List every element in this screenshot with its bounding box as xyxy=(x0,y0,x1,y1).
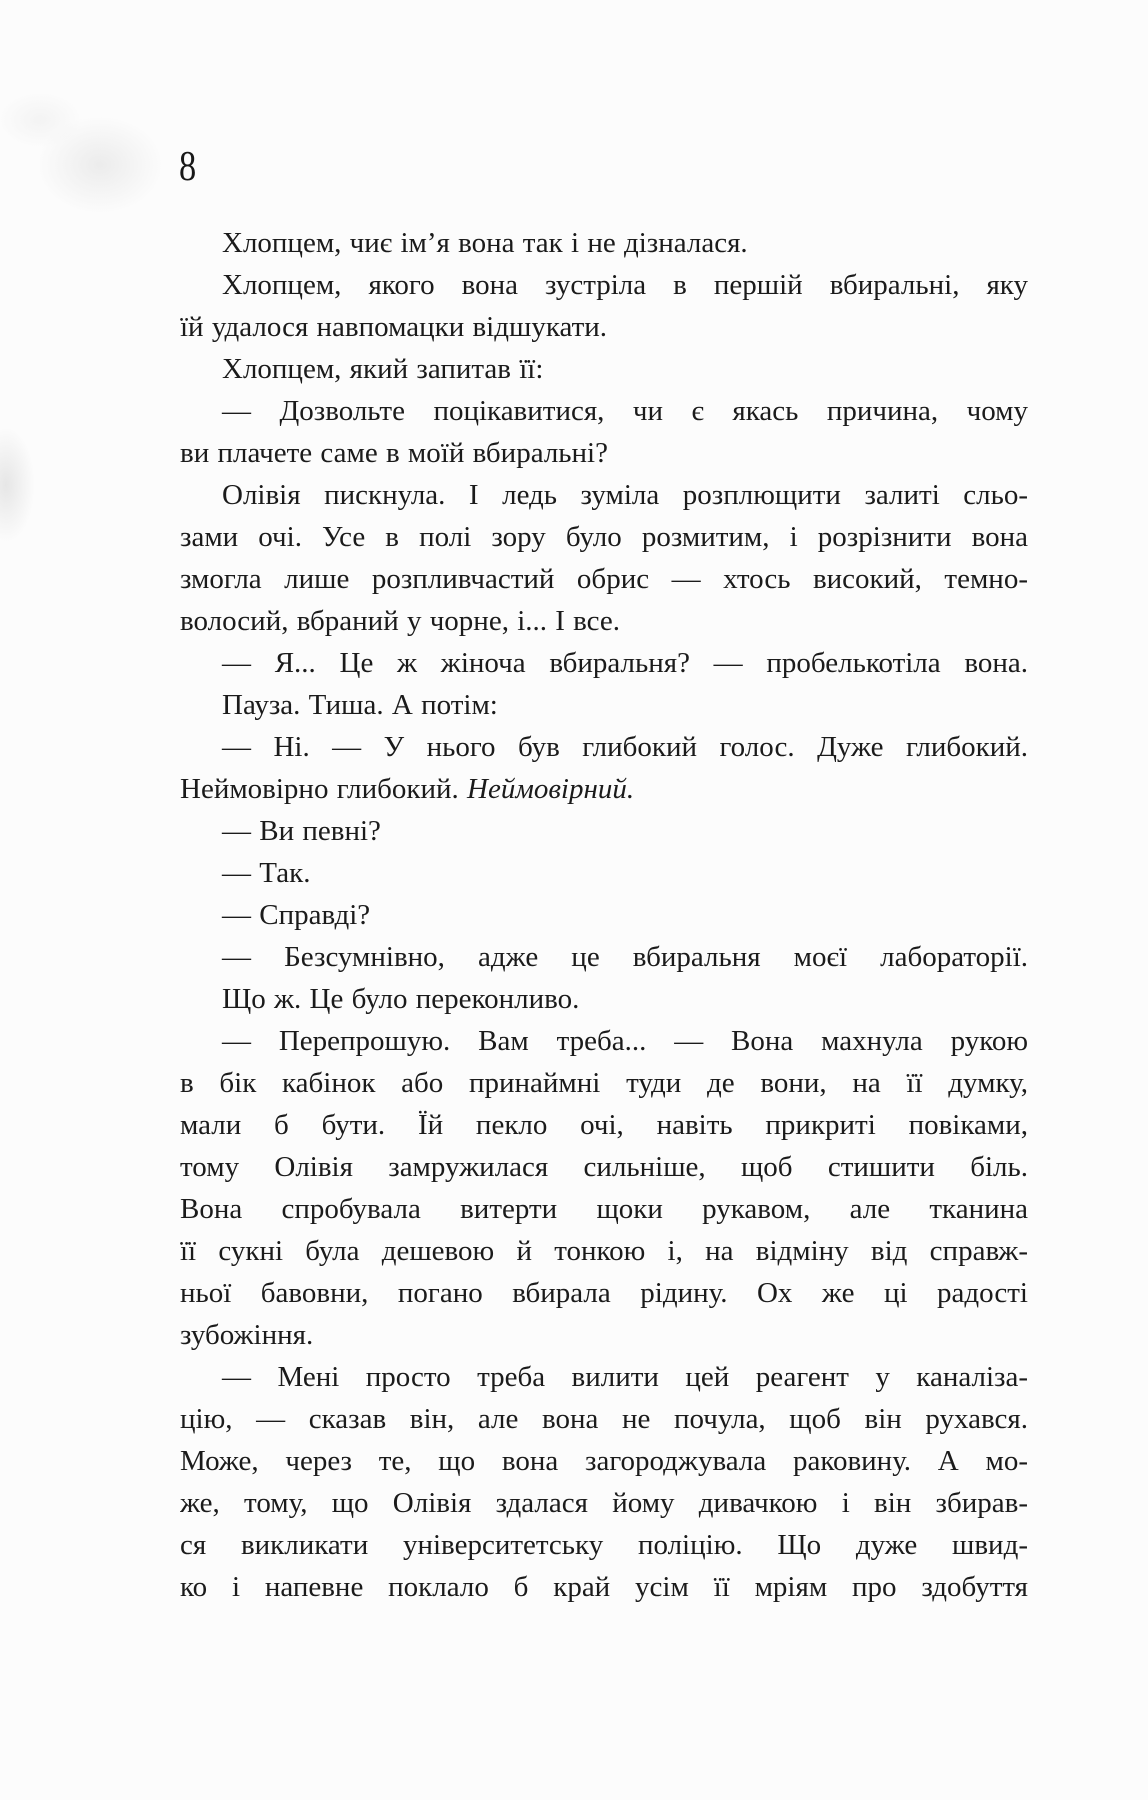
text-line-content: змогла лише розпливчастий обрис — хтось високий, темно- xyxy=(180,563,1028,595)
text-line xyxy=(180,264,1028,306)
text-line xyxy=(180,306,1028,348)
text-line xyxy=(180,684,1028,726)
text-line xyxy=(180,1482,1028,1524)
text-line-content: же, тому, що Олівія здалася йому дивачкою і він збирав- xyxy=(180,1487,1028,1519)
text-line xyxy=(180,600,1028,642)
text-line-content: — Ні. — У нього був глибокий голос. Дуже глибокий. xyxy=(222,731,1028,763)
text-line xyxy=(180,810,1028,852)
text-line xyxy=(180,474,1028,516)
text-line xyxy=(180,1230,1028,1272)
text-line-content: її сукні була дешевою й тонкою і, на відміну від справж- xyxy=(180,1235,1028,1267)
italic-text: Неймовірний. xyxy=(467,773,635,805)
text-line-content: ко і напевне поклало б край усім її мріям про здобуття xyxy=(180,1571,1028,1603)
text-line xyxy=(180,768,1028,810)
text-line-content: Вона спробувала витерти щоки рукавом, але тканина xyxy=(180,1193,1028,1225)
text-line xyxy=(180,1146,1028,1188)
text-line xyxy=(180,1188,1028,1230)
text-line xyxy=(180,558,1028,600)
text-line-content: — Перепрошую. Вам треба... — Вона махнула рукою xyxy=(222,1025,1028,1057)
text-line-content: Хлопцем, чиє ім’я вона так і не дізналася. xyxy=(222,227,748,259)
text-line-content: мали б бути. Їй пекло очі, навіть прикриті повіками, xyxy=(180,1109,1028,1141)
text-line xyxy=(180,1272,1028,1314)
text-line xyxy=(180,390,1028,432)
text-line xyxy=(180,1020,1028,1062)
text-line xyxy=(180,642,1028,684)
text-line-content: тому Олівія замружилася сильніше, щоб стишити біль. xyxy=(180,1151,1028,1183)
text-line-content: — Так. xyxy=(222,857,311,889)
text-line-content: Хлопцем, який запитав її: xyxy=(222,353,544,385)
text-line xyxy=(180,1440,1028,1482)
text-line-content: — Ви певні? xyxy=(222,815,381,847)
text-line xyxy=(180,726,1028,768)
text-line-content: — Дозвольте поцікавитися, чи є якась причина, чому xyxy=(222,395,1028,427)
text-line xyxy=(180,1062,1028,1104)
text-line-content: Може, через те, що вона загороджувала раковину. А мо- xyxy=(180,1445,1028,1477)
text-line-content: Хлопцем, якого вона зустріла в першій вбиральні, яку xyxy=(222,269,1028,301)
text-line-content: зами очі. Усе в полі зору було розмитим, і розрізнити вона xyxy=(180,521,1028,553)
text-line xyxy=(180,852,1028,894)
text-line-content: ньої бавовни, погано вбирала рідину. Ох же ці радості xyxy=(180,1277,1028,1309)
text-line-content: — Безсумнівно, адже це вбиральня моєї лабораторії. xyxy=(222,941,1028,973)
text-line xyxy=(180,936,1028,978)
text-line-content: цію, — сказав він, але вона не почула, щоб він рухався. xyxy=(180,1403,1028,1435)
text-line-content: Олівія пискнула. І ледь зуміла розплющити залиті сльо- xyxy=(222,479,1028,511)
text-line-content: ви плачете саме в моїй вбиральні? xyxy=(180,437,608,469)
text-line-content: Пауза. Тиша. А потім: xyxy=(222,689,498,721)
page-number: 8 xyxy=(179,144,197,190)
text-line xyxy=(180,516,1028,558)
text-line xyxy=(180,432,1028,474)
text-line xyxy=(180,978,1028,1020)
body-text-block xyxy=(180,222,1028,1608)
text-line xyxy=(180,1104,1028,1146)
text-line-content: ся викликати університетську поліцію. Що дуже швид- xyxy=(180,1529,1028,1561)
text-line xyxy=(180,894,1028,936)
text-line-content: в бік кабінок або принаймні туди де вони, на її думку, xyxy=(180,1067,1028,1099)
text-line-content: їй удалося навпомацки відшукати. xyxy=(180,311,608,343)
text-line-content: Що ж. Це було переконливо. xyxy=(222,983,580,1015)
text-line xyxy=(180,1314,1028,1356)
text-line-content: волосий, вбраний у чорне, і... І все. xyxy=(180,605,621,637)
text-line-content: — Мені просто треба вилити цей реагент у каналіза- xyxy=(222,1361,1028,1393)
text-line-content: — Справді? xyxy=(222,899,371,931)
text-line xyxy=(180,348,1028,390)
text-line-content: Неймовірно глибокий. xyxy=(180,773,468,805)
text-line-content: — Я... Це ж жіноча вбиральня? — пробелькотіла вона. xyxy=(222,647,1028,679)
text-line-content: зубожіння. xyxy=(180,1319,314,1351)
text-line xyxy=(180,1566,1028,1608)
text-line xyxy=(180,222,1028,264)
text-line xyxy=(180,1398,1028,1440)
text-line xyxy=(180,1356,1028,1398)
text-line xyxy=(180,1524,1028,1566)
